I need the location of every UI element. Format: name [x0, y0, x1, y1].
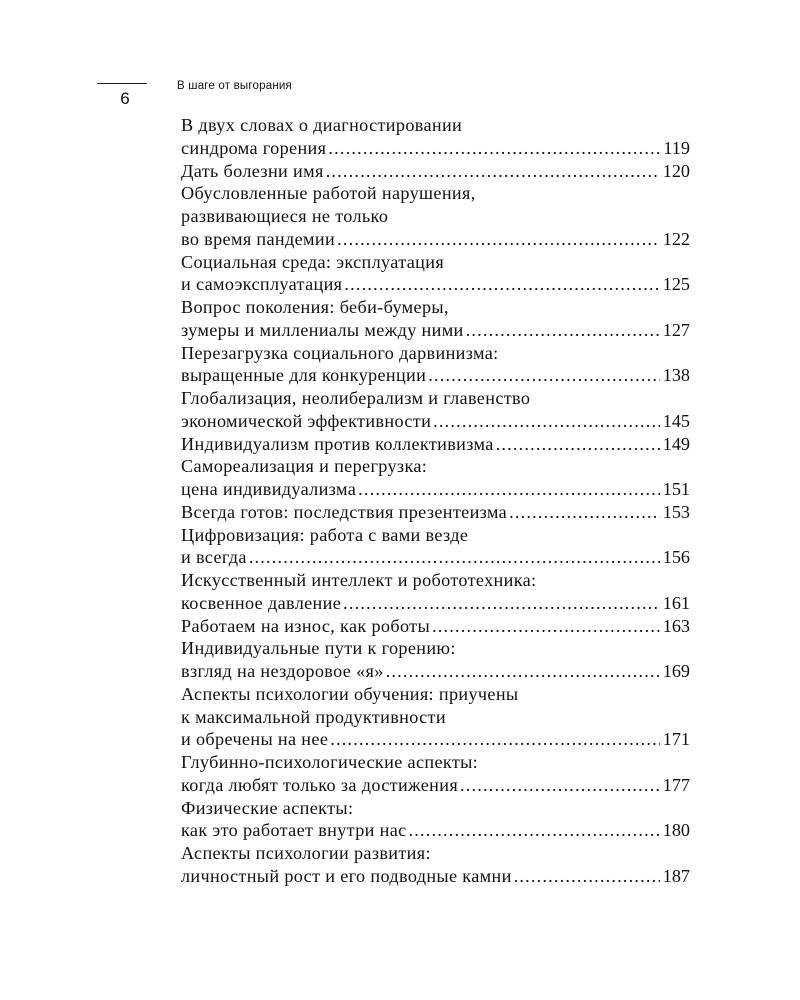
toc-entry-title: Аспекты психологии развития:: [181, 843, 431, 863]
toc-entry-title: цена индивидуализма: [181, 479, 357, 499]
toc-leader-dots: [249, 546, 660, 569]
toc-leader-dots: [496, 433, 660, 456]
toc-entry-last-line: [181, 273, 690, 296]
toc-entry-title: зумеры и миллениалы между ними: [181, 319, 464, 340]
toc-page-number: 127: [662, 319, 690, 340]
toc-page-number: 122: [662, 228, 690, 249]
toc-entry-title: Дать болезни имя: [181, 160, 324, 181]
toc-entry[interactable]: [181, 524, 690, 570]
toc-leader-dots: [432, 615, 660, 638]
toc-leader-dots: [428, 364, 660, 387]
toc-entry-last-line: [181, 319, 690, 342]
toc-entry-title: выращенные для конкуренции: [181, 365, 427, 386]
toc-entry-title: синдрома горения: [181, 137, 327, 158]
toc-page-number: 153: [662, 501, 690, 522]
toc-entry-last-line: [181, 501, 690, 524]
toc-entry-line: [181, 251, 690, 274]
toc-entry-title: В двух словах о диагностировании: [181, 115, 463, 135]
page-number-rule: [97, 83, 147, 84]
toc-entry-title: Индивидуализм против коллективизма: [181, 433, 494, 454]
toc-entry-line: [181, 797, 690, 820]
toc-entry[interactable]: [181, 615, 690, 638]
toc-entry-line: [181, 637, 690, 660]
toc-leader-dots: [343, 592, 660, 615]
toc-entry-line: [181, 387, 690, 410]
toc-entry-title: во время пандемии: [181, 228, 336, 249]
toc-page-number: 156: [662, 547, 690, 568]
toc-entry-title: как это работает внутри нас: [181, 820, 407, 841]
toc-entry-line: [181, 683, 690, 706]
toc-page-number: 151: [662, 479, 690, 499]
toc-entry[interactable]: [181, 296, 690, 342]
toc-entry-last-line: [181, 660, 690, 683]
toc-entry-title: Глубинно-психологические аспекты:: [181, 752, 479, 772]
toc-entry[interactable]: [181, 387, 690, 433]
toc-entry-last-line: [181, 774, 690, 797]
toc-entry-title: личностный рост и его подводные камни: [181, 865, 512, 886]
toc-entry-last-line: [181, 364, 690, 387]
toc-page-number: 149: [662, 433, 690, 454]
toc-entry-last-line: [181, 592, 690, 615]
toc-entry-title: Самореализация и перегрузка:: [181, 456, 428, 477]
toc-entry-title: развивающиеся не только: [181, 206, 389, 226]
toc-page-number: 125: [662, 274, 690, 295]
toc-entry-line: [181, 114, 690, 137]
toc-leader-dots: [328, 137, 660, 160]
toc-entry-title: косвенное давление: [181, 592, 342, 613]
toc-leader-dots: [344, 273, 659, 296]
toc-entry[interactable]: [181, 433, 690, 456]
toc-entry-line: [181, 205, 690, 228]
toc-entry-line: [181, 842, 690, 865]
toc-entry-line: [181, 296, 690, 319]
toc-entry-last-line: [181, 865, 690, 888]
toc-entry-title: экономической эффективности: [181, 410, 432, 431]
toc-entry[interactable]: [181, 797, 690, 843]
toc-entry-title: Перезагрузка социального дарвинизма:: [181, 342, 499, 363]
page-number: 6: [120, 89, 130, 108]
toc-entry[interactable]: [181, 182, 690, 250]
toc-page-number: 169: [662, 661, 690, 681]
toc-entry-title: Индивидуальные пути к горению:: [181, 638, 456, 659]
toc-entry-last-line: [181, 478, 690, 501]
toc-page-number: 119: [663, 137, 690, 158]
toc-entry[interactable]: [181, 751, 690, 797]
toc-entry-title: когда любят только за достижения: [181, 774, 459, 795]
toc-entry-line: [181, 569, 690, 592]
toc-entry-last-line: [181, 728, 690, 751]
toc-leader-dots: [358, 478, 660, 501]
toc-entry-last-line: [181, 228, 690, 251]
toc-entry-title: Обусловленные работой нарушения,: [181, 183, 476, 204]
toc-page-number: 171: [662, 729, 690, 750]
toc-page-number: 120: [662, 160, 690, 181]
toc-entry[interactable]: [181, 342, 690, 388]
toc-entry-last-line: [181, 546, 690, 569]
toc-entry-last-line: [181, 137, 690, 160]
toc-leader-dots: [386, 660, 660, 683]
toc-entry-title: взгляд на нездоровое «я»: [181, 661, 384, 681]
toc-entry-last-line: [181, 819, 690, 842]
toc-page-number: 163: [662, 615, 690, 636]
toc-leader-dots: [433, 410, 660, 433]
toc-entry[interactable]: [181, 569, 690, 615]
toc-entry-title: Аспекты психологии обучения: приучены: [181, 683, 519, 704]
toc-entry-last-line: [181, 160, 690, 183]
toc-entry-last-line: [181, 410, 690, 433]
toc-entry-line: [181, 455, 690, 478]
toc-entry-title: Цифровизация: работа с вами везде: [181, 524, 469, 545]
toc-entry[interactable]: [181, 114, 690, 160]
toc-entry-line: [181, 751, 690, 774]
toc-leader-dots: [466, 319, 660, 342]
toc-entry-line: [181, 182, 690, 205]
toc-entry[interactable]: [181, 160, 690, 183]
toc-leader-dots: [509, 501, 660, 524]
toc-leader-dots: [460, 774, 660, 797]
toc-entry-last-line: [181, 615, 690, 638]
toc-entry[interactable]: [181, 637, 690, 683]
toc-entry-title: Всегда готов: последствия презентеизма: [181, 501, 508, 522]
toc-entry[interactable]: [181, 683, 690, 751]
toc-page-number: 145: [662, 410, 690, 431]
toc-page-number: 180: [662, 820, 690, 841]
toc-entry-title: и самоэксплуатация: [181, 274, 343, 295]
toc-entry-title: и обречены на нее: [181, 729, 329, 750]
toc-entry-title: Глобализация, неолиберализм и главенство: [181, 388, 531, 408]
toc-leader-dots: [330, 728, 659, 751]
toc-leader-dots: [409, 819, 660, 842]
toc-page-number: 138: [662, 365, 690, 386]
toc-entry-title: и всегда: [181, 547, 247, 568]
toc-entry-title: Работаем на износ, как роботы: [181, 615, 431, 636]
toc-entry[interactable]: [181, 251, 690, 297]
toc-entry-last-line: [181, 433, 690, 456]
toc-entry-title: Социальная среда: эксплуатация: [181, 251, 445, 272]
toc-leader-dots: [514, 865, 660, 888]
toc-page-number: 177: [662, 774, 690, 795]
toc-entry[interactable]: [181, 455, 690, 501]
toc-leader-dots: [337, 228, 660, 251]
toc-entry-title: Физические аспекты:: [181, 797, 354, 818]
toc-entry-line: [181, 706, 690, 729]
toc-page-number: 161: [662, 592, 690, 613]
toc-entry[interactable]: [181, 501, 690, 524]
toc-entry-title: к максимальной продуктивности: [181, 706, 446, 727]
running-title: В шаге от выгорания: [177, 80, 292, 92]
toc-entry-line: [181, 342, 690, 365]
toc-leader-dots: [326, 160, 660, 183]
toc-page-number: 187: [662, 865, 690, 886]
toc-entry-title: Искусственный интеллект и робототехника:: [181, 570, 537, 590]
table-of-contents: [181, 114, 690, 888]
toc-entry[interactable]: [181, 842, 690, 888]
toc-entry-title: Вопрос поколения: беби-бумеры,: [181, 297, 449, 317]
toc-entry-line: [181, 524, 690, 547]
